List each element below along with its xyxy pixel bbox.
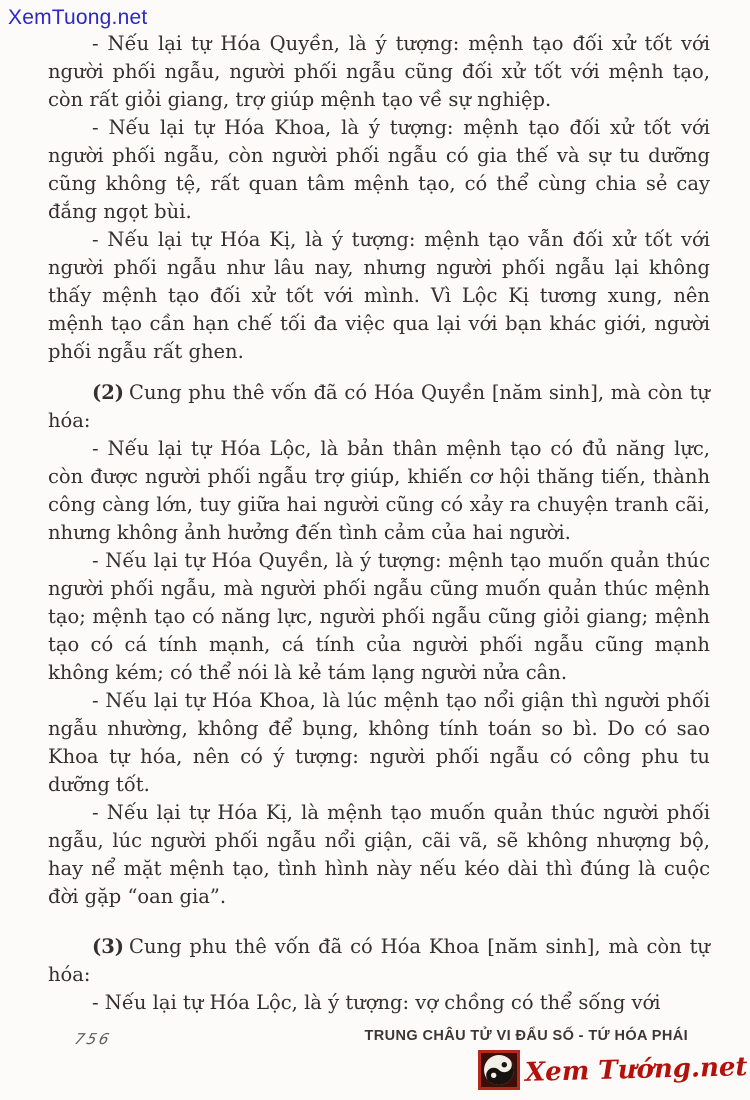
paragraph-hoa-quyen: - Nếu lại tự Hóa Quyền, là ý tượng: mệnh tạo đối xử tốt với người phối ngẫu, người phối ngẫu cũng đối xử tốt với mệnh tạo, còn rất giỏi giang, trợ giúp mệnh tạo về sự nghiệp. [48,32,710,111]
paragraph-section-3 [48,933,710,989]
section-number: (2) [92,381,125,404]
site-logo [478,1050,747,1090]
section-heading-text: Cung phu thê vốn đã có Hóa Khoa [năm sinh], mà còn tự hóa: [48,935,710,986]
section-number: (3) [92,935,125,958]
logo-site-name: Xem Tướng.net [524,1052,748,1088]
paragraph-hoa-loc-2: - Nếu lại tự Hóa Lộc, là ý tượng: vợ chồng có thể sống với [92,991,661,1014]
page-number: 756 [72,1030,114,1048]
watermark-site-name: XemTuong.net [8,6,148,29]
paragraph-hoa-ki: - Nếu lại tự Hóa Kị, là ý tượng: mệnh tạo vẫn đối xử tốt với người phối ngẫu như lâu nay, nhưng người phối ngẫu lại không thấy mệnh tạo đối xử tốt với mình. Vì Lộc Kị tương xung, nên mệnh tạo cần hạn chế tối đa việc qua lại với bạn khác giới, người phối ngẫu rất ghen. [48,228,710,363]
section-heading-text: Cung phu thê vốn đã có Hóa Quyền [năm sinh], mà còn tự hóa: [48,381,710,432]
paragraph-hoa-loc: - Nếu lại tự Hóa Lộc, là bản thân mệnh tạo có đủ năng lực, còn được người phối ngẫu trợ giúp, khiến cơ hội thăng tiến, thành công càng lớn, tuy giữa hai người cũng có xảy ra chuyện tranh cãi, nhưng không ảnh hưởng đến tình cảm của hai người. [48,437,710,544]
page-body [48,30,710,1017]
yin-yang-icon [478,1050,520,1090]
paragraph-hoa-quyen-2: - Nếu lại tự Hóa Quyền, là ý tượng: mệnh tạo muốn quản thúc người phối ngẫu, mà người phối ngẫu cũng muốn quản thúc mệnh tạo; mệnh tạo có năng lực, người phối ngẫu cũng giỏi giang; mệnh tạo có cá tính mạnh, cá tính của người phối ngẫu cũng mạnh không kém; có thể nói là kẻ tám lạng người nửa cân. [48,549,710,684]
paragraph-hoa-ki-2: - Nếu lại tự Hóa Kị, là mệnh tạo muốn quản thúc người phối ngẫu, lúc người phối ngẫu nổi giận, cãi vã, sẽ không nhượng bộ, hay nể mặt mệnh tạo, tình hình này nếu kéo dài thì đúng là cuộc đời gặp “oan gia”. [48,801,710,908]
paragraph-section-2 [48,379,710,435]
paragraph-hoa-khoa-2: - Nếu lại tự Hóa Khoa, là lúc mệnh tạo nổi giận thì người phối ngẫu nhường, không để bụng, không tính toán so bì. Do có sao Khoa tự hóa, nên có ý tượng: người phối ngẫu có công phu tu dưỡng tốt. [48,689,710,796]
paragraph-hoa-khoa: - Nếu lại tự Hóa Khoa, là ý tượng: mệnh tạo đối xử tốt với người phối ngẫu, còn người phối ngẫu có gia thế và sự tu dưỡng cũng không tệ, rất quan tâm mệnh tạo, có thể cùng chia sẻ cay đắng ngọt bùi. [48,116,710,223]
footer-book-title: TRUNG CHÂU TỬ VI ĐẨU SỐ - TỨ HÓA PHÁI [364,1028,688,1044]
